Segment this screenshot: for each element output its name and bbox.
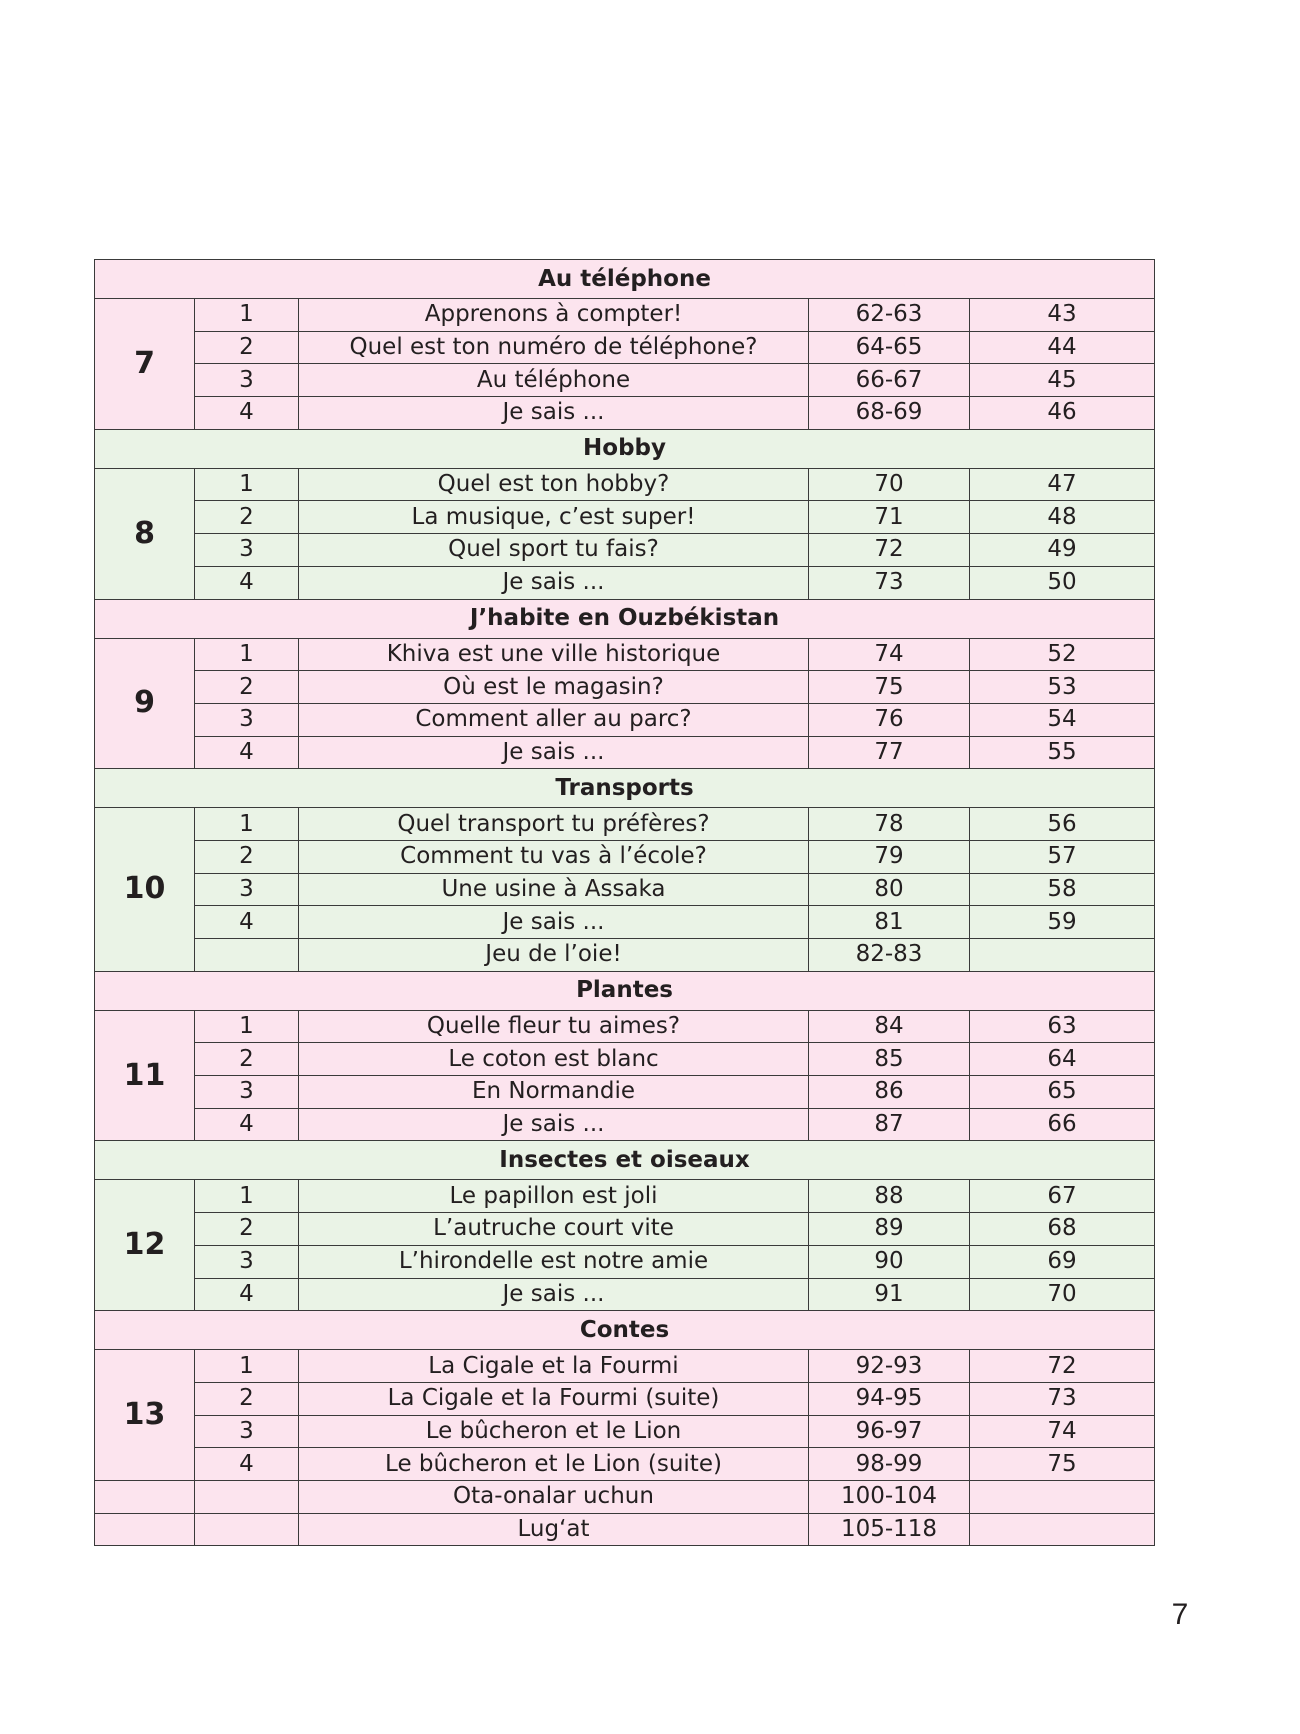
table-row [95, 1415, 1155, 1448]
lesson-number: 2 [195, 501, 299, 534]
workbook-pages: 75 [970, 1448, 1155, 1481]
textbook-pages: 84 [809, 1010, 970, 1043]
section-title: Contes [95, 1311, 1155, 1350]
textbook-pages: 87 [809, 1108, 970, 1141]
workbook-pages: 59 [970, 906, 1155, 939]
lesson-number: 1 [195, 1180, 299, 1213]
unit-number: 9 [95, 638, 195, 769]
lesson-title: Quelle fleur tu aimes? [299, 1010, 809, 1043]
table-row [95, 808, 1155, 841]
workbook-pages: 73 [970, 1382, 1155, 1415]
empty-cell [970, 1480, 1155, 1513]
section-title: Transports [95, 769, 1155, 808]
table-row [95, 1382, 1155, 1415]
lesson-number: 3 [195, 534, 299, 567]
table-row [95, 299, 1155, 332]
lesson-number: 1 [195, 808, 299, 841]
section-header [95, 971, 1155, 1010]
lesson-title: La Cigale et la Fourmi [299, 1350, 809, 1383]
lesson-number: 3 [195, 703, 299, 736]
unit-number: 7 [95, 299, 195, 430]
lesson-number: 3 [195, 873, 299, 906]
workbook-pages: 57 [970, 840, 1155, 873]
appendix-pages: 105-118 [809, 1513, 970, 1546]
workbook-pages: 63 [970, 1010, 1155, 1043]
table-row [95, 1213, 1155, 1246]
lesson-number: 3 [195, 364, 299, 397]
lesson-number: 3 [195, 1076, 299, 1109]
lesson-number: 2 [195, 671, 299, 704]
table-row [95, 840, 1155, 873]
section-header [95, 1141, 1155, 1180]
workbook-pages: 74 [970, 1415, 1155, 1448]
workbook-pages: 65 [970, 1076, 1155, 1109]
lesson-number: 4 [195, 1108, 299, 1141]
lesson-number: 2 [195, 1043, 299, 1076]
textbook-pages: 86 [809, 1076, 970, 1109]
section-title: Plantes [95, 971, 1155, 1010]
table-row [95, 1180, 1155, 1213]
textbook-pages: 78 [809, 808, 970, 841]
lesson-title: Je sais ... [299, 566, 809, 599]
textbook-pages: 80 [809, 873, 970, 906]
lesson-title: Jeu de l’oie! [299, 939, 809, 972]
textbook-pages: 74 [809, 638, 970, 671]
textbook-pages: 77 [809, 736, 970, 769]
section-header [95, 429, 1155, 468]
section-title: Au téléphone [95, 260, 1155, 299]
lesson-title: Comment tu vas à l’école? [299, 840, 809, 873]
lesson-number: 4 [195, 736, 299, 769]
textbook-pages: 94-95 [809, 1382, 970, 1415]
textbook-pages: 71 [809, 501, 970, 534]
workbook-pages: 70 [970, 1278, 1155, 1311]
workbook-pages: 58 [970, 873, 1155, 906]
lesson-number: 1 [195, 1350, 299, 1383]
table-row [95, 939, 1155, 972]
table-row [95, 703, 1155, 736]
lesson-number: 1 [195, 1010, 299, 1043]
empty-cell [95, 1480, 195, 1513]
lesson-title: Le coton est blanc [299, 1043, 809, 1076]
lesson-title: En Normandie [299, 1076, 809, 1109]
lesson-title: Quel transport tu préfères? [299, 808, 809, 841]
lesson-title: Le bûcheron et le Lion (suite) [299, 1448, 809, 1481]
workbook-pages: 44 [970, 331, 1155, 364]
table-row [95, 566, 1155, 599]
lesson-title: Une usine à Assaka [299, 873, 809, 906]
lesson-number: 2 [195, 1213, 299, 1246]
workbook-pages: 69 [970, 1245, 1155, 1278]
textbook-pages: 66-67 [809, 364, 970, 397]
lesson-number: 2 [195, 1382, 299, 1415]
textbook-pages: 92-93 [809, 1350, 970, 1383]
textbook-pages: 90 [809, 1245, 970, 1278]
textbook-pages: 76 [809, 703, 970, 736]
textbook-pages: 70 [809, 468, 970, 501]
textbook-pages: 68-69 [809, 397, 970, 430]
section-title: Insectes et oiseaux [95, 1141, 1155, 1180]
table-row [95, 534, 1155, 567]
appendix-pages: 100-104 [809, 1480, 970, 1513]
lesson-number: 2 [195, 840, 299, 873]
lesson-title: Je sais ... [299, 736, 809, 769]
lesson-number [195, 939, 299, 972]
workbook-pages: 46 [970, 397, 1155, 430]
textbook-pages: 89 [809, 1213, 970, 1246]
textbook-pages: 75 [809, 671, 970, 704]
lesson-number: 3 [195, 1245, 299, 1278]
table-row [95, 1010, 1155, 1043]
workbook-pages: 64 [970, 1043, 1155, 1076]
table-row [95, 397, 1155, 430]
table-row [95, 1278, 1155, 1311]
table-row [95, 501, 1155, 534]
workbook-pages: 55 [970, 736, 1155, 769]
lesson-title: Je sais ... [299, 397, 809, 430]
table-row [95, 468, 1155, 501]
lesson-number: 4 [195, 397, 299, 430]
lesson-title: Le papillon est joli [299, 1180, 809, 1213]
textbook-pages: 62-63 [809, 299, 970, 332]
workbook-pages: 66 [970, 1108, 1155, 1141]
workbook-pages [970, 939, 1155, 972]
lesson-title: Le bûcheron et le Lion [299, 1415, 809, 1448]
lesson-title: L’autruche court vite [299, 1213, 809, 1246]
page-number: 7 [1171, 1598, 1189, 1631]
unit-number: 11 [95, 1010, 195, 1141]
unit-number: 10 [95, 808, 195, 971]
section-title: Hobby [95, 429, 1155, 468]
lesson-number: 1 [195, 299, 299, 332]
workbook-pages: 45 [970, 364, 1155, 397]
textbook-pages: 98-99 [809, 1448, 970, 1481]
lesson-title: Au téléphone [299, 364, 809, 397]
table-row [95, 331, 1155, 364]
table-row [95, 1448, 1155, 1481]
table-row [95, 736, 1155, 769]
table-row [95, 1245, 1155, 1278]
workbook-pages: 53 [970, 671, 1155, 704]
table-row [95, 364, 1155, 397]
lesson-title: Khiva est une ville historique [299, 638, 809, 671]
unit-number: 12 [95, 1180, 195, 1311]
textbook-pages: 81 [809, 906, 970, 939]
lesson-title: Je sais ... [299, 1278, 809, 1311]
empty-cell [95, 1513, 195, 1546]
workbook-pages: 49 [970, 534, 1155, 567]
textbook-pages: 64-65 [809, 331, 970, 364]
table-row [95, 1076, 1155, 1109]
section-header [95, 599, 1155, 638]
section-header [95, 769, 1155, 808]
lesson-title: Je sais ... [299, 1108, 809, 1141]
workbook-pages: 67 [970, 1180, 1155, 1213]
table-row [95, 1043, 1155, 1076]
textbook-pages: 73 [809, 566, 970, 599]
lesson-number: 3 [195, 1415, 299, 1448]
workbook-pages: 72 [970, 1350, 1155, 1383]
unit-number: 13 [95, 1350, 195, 1481]
lesson-title: L’hirondelle est notre amie [299, 1245, 809, 1278]
table-row [95, 873, 1155, 906]
textbook-pages: 96-97 [809, 1415, 970, 1448]
textbook-pages: 79 [809, 840, 970, 873]
workbook-pages: 47 [970, 468, 1155, 501]
lesson-title: La musique, c’est super! [299, 501, 809, 534]
section-header [95, 260, 1155, 299]
lesson-title: Où est le magasin? [299, 671, 809, 704]
workbook-pages: 48 [970, 501, 1155, 534]
workbook-pages: 68 [970, 1213, 1155, 1246]
textbook-pages: 88 [809, 1180, 970, 1213]
table-row [95, 1108, 1155, 1141]
lesson-title: Comment aller au parc? [299, 703, 809, 736]
lesson-title: Apprenons à compter! [299, 299, 809, 332]
table-row [95, 1350, 1155, 1383]
lesson-number: 4 [195, 1448, 299, 1481]
workbook-pages: 54 [970, 703, 1155, 736]
table-of-contents [94, 259, 1155, 1546]
lesson-number: 4 [195, 1278, 299, 1311]
workbook-pages: 56 [970, 808, 1155, 841]
lesson-number: 1 [195, 468, 299, 501]
lesson-title: La Cigale et la Fourmi (suite) [299, 1382, 809, 1415]
table-row [95, 906, 1155, 939]
workbook-pages: 50 [970, 566, 1155, 599]
section-title: J’habite en Ouzbékistan [95, 599, 1155, 638]
table-row [95, 1513, 1155, 1546]
workbook-pages: 43 [970, 299, 1155, 332]
empty-cell [970, 1513, 1155, 1546]
lesson-title: Quel sport tu fais? [299, 534, 809, 567]
table-row [95, 638, 1155, 671]
lesson-title: Je sais ... [299, 906, 809, 939]
table-row [95, 1480, 1155, 1513]
empty-cell [195, 1480, 299, 1513]
lesson-number: 4 [195, 906, 299, 939]
lesson-number: 2 [195, 331, 299, 364]
table-row [95, 671, 1155, 704]
textbook-pages: 82-83 [809, 939, 970, 972]
empty-cell [195, 1513, 299, 1546]
textbook-pages: 72 [809, 534, 970, 567]
textbook-pages: 85 [809, 1043, 970, 1076]
lesson-number: 1 [195, 638, 299, 671]
textbook-pages: 91 [809, 1278, 970, 1311]
lesson-number: 4 [195, 566, 299, 599]
unit-number: 8 [95, 468, 195, 599]
appendix-title: Ota-onalar uchun [299, 1480, 809, 1513]
section-header [95, 1311, 1155, 1350]
appendix-title: Lug‘at [299, 1513, 809, 1546]
workbook-pages: 52 [970, 638, 1155, 671]
lesson-title: Quel est ton hobby? [299, 468, 809, 501]
lesson-title: Quel est ton numéro de téléphone? [299, 331, 809, 364]
